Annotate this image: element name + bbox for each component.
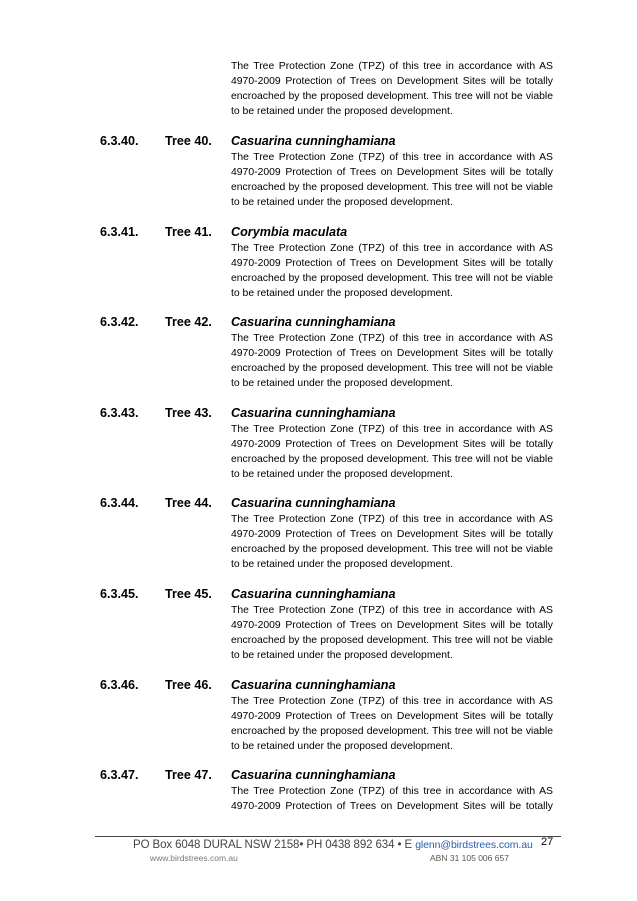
paragraph-line: to be retained under the proposed development. [231, 378, 453, 389]
tree-number: Tree 41. [165, 225, 212, 239]
section-paragraph-6-3-40 [231, 150, 553, 210]
paragraph-line: encroached by the proposed development. This tree will not be viable [231, 273, 553, 284]
species-name: Casuarina cunninghamiana [231, 678, 396, 692]
tree-number: Tree 44. [165, 496, 212, 510]
section-paragraph-6-3-43 [231, 422, 553, 482]
section-heading-6-3-43 [100, 406, 560, 422]
footer-contact [133, 839, 533, 851]
paragraph-line: encroached by the proposed development. This tree will not be viable [231, 182, 553, 193]
footer-divider [95, 836, 561, 837]
section-number: 6.3.45. [100, 587, 139, 601]
paragraph-line: 4970-2009 Protection of Trees on Development Sites will be totally [231, 76, 553, 87]
paragraph-line: encroached by the proposed development. This tree will not be viable [231, 363, 553, 374]
footer-address: PO Box 6048 DURAL NSW 2158• PH 0438 892 634 • E [133, 839, 416, 851]
section-heading-6-3-45 [100, 587, 560, 603]
paragraph-line: The Tree Protection Zone (TPZ) of this tree in accordance with AS [231, 605, 553, 616]
paragraph-line: The Tree Protection Zone (TPZ) of this tree in accordance with AS [231, 786, 553, 797]
tree-number: Tree 46. [165, 678, 212, 692]
paragraph-line: to be retained under the proposed development. [231, 106, 453, 117]
species-name: Casuarina cunninghamiana [231, 134, 396, 148]
paragraph-line: to be retained under the proposed development. [231, 197, 453, 208]
section-heading-6-3-47 [100, 768, 560, 784]
paragraph-line: encroached by the proposed development. This tree will not be viable [231, 91, 553, 102]
paragraph-line: The Tree Protection Zone (TPZ) of this tree in accordance with AS [231, 424, 553, 435]
paragraph-line: encroached by the proposed development. This tree will not be viable [231, 726, 553, 737]
section-number: 6.3.47. [100, 768, 139, 782]
paragraph-line: 4970-2009 Protection of Trees on Development Sites will be totally [231, 348, 553, 359]
footer-website-link[interactable]: www.birdstrees.com.au [150, 853, 238, 863]
paragraph-line: to be retained under the proposed development. [231, 650, 453, 661]
paragraph-line: encroached by the proposed development. This tree will not be viable [231, 635, 553, 646]
section-number: 6.3.44. [100, 496, 139, 510]
paragraph-line: 4970-2009 Protection of Trees on Development Sites will be totally [231, 620, 553, 631]
paragraph-line: The Tree Protection Zone (TPZ) of this tree in accordance with AS [231, 696, 553, 707]
species-name: Casuarina cunninghamiana [231, 406, 396, 420]
section-paragraph-6-3-45 [231, 603, 553, 663]
section-number: 6.3.43. [100, 406, 139, 420]
section-number: 6.3.46. [100, 678, 139, 692]
footer-abn: ABN 31 105 006 657 [430, 853, 509, 863]
paragraph-line: The Tree Protection Zone (TPZ) of this tree in accordance with AS [231, 333, 553, 344]
paragraph-line: 4970-2009 Protection of Trees on Development Sites will be totally [231, 529, 553, 540]
tree-number: Tree 40. [165, 134, 212, 148]
paragraph-line: 4970-2009 Protection of Trees on Development Sites will be totally [231, 439, 553, 450]
paragraph-line: 4970-2009 Protection of Trees on Development Sites will be totally [231, 711, 553, 722]
section-heading-6-3-46 [100, 678, 560, 694]
paragraph-line: to be retained under the proposed development. [231, 288, 453, 299]
section-paragraph-6-3-46 [231, 694, 553, 754]
footer-email-link[interactable]: glenn@birdstrees.com.au [415, 839, 533, 851]
section-heading-6-3-41 [100, 225, 560, 241]
paragraph-line: 4970-2009 Protection of Trees on Development Sites will be totally [231, 801, 553, 812]
species-name: Casuarina cunninghamiana [231, 315, 396, 329]
paragraph-line: The Tree Protection Zone (TPZ) of this tree in accordance with AS [231, 152, 553, 163]
section-number: 6.3.40. [100, 134, 139, 148]
section-paragraph-6-3-41 [231, 241, 553, 301]
species-name: Casuarina cunninghamiana [231, 496, 396, 510]
paragraph-line: to be retained under the proposed development. [231, 559, 453, 570]
section-heading-6-3-40 [100, 134, 560, 150]
intro-paragraph [231, 59, 553, 119]
species-name: Casuarina cunninghamiana [231, 587, 396, 601]
species-name: Casuarina cunninghamiana [231, 768, 396, 782]
paragraph-line: The Tree Protection Zone (TPZ) of this tree in accordance with AS [231, 514, 553, 525]
section-paragraph-6-3-47 [231, 784, 553, 814]
tree-number: Tree 45. [165, 587, 212, 601]
page-number: 27 [541, 836, 554, 848]
paragraph-line: 4970-2009 Protection of Trees on Development Sites will be totally [231, 258, 553, 269]
tree-number: Tree 47. [165, 768, 212, 782]
tree-number: Tree 42. [165, 315, 212, 329]
paragraph-line: The Tree Protection Zone (TPZ) of this tree in accordance with AS [231, 243, 553, 254]
paragraph-line: 4970-2009 Protection of Trees on Development Sites will be totally [231, 167, 553, 178]
paragraph-line: The Tree Protection Zone (TPZ) of this tree in accordance with AS [231, 61, 553, 72]
section-number: 6.3.41. [100, 225, 139, 239]
tree-number: Tree 43. [165, 406, 212, 420]
paragraph-line: to be retained under the proposed development. [231, 469, 453, 480]
species-name: Corymbia maculata [231, 225, 348, 239]
section-paragraph-6-3-42 [231, 331, 553, 391]
paragraph-line: to be retained under the proposed development. [231, 741, 453, 752]
paragraph-line: encroached by the proposed development. This tree will not be viable [231, 544, 553, 555]
section-heading-6-3-42 [100, 315, 560, 331]
section-paragraph-6-3-44 [231, 512, 553, 572]
section-number: 6.3.42. [100, 315, 139, 329]
paragraph-line: encroached by the proposed development. This tree will not be viable [231, 454, 553, 465]
section-heading-6-3-44 [100, 496, 560, 512]
